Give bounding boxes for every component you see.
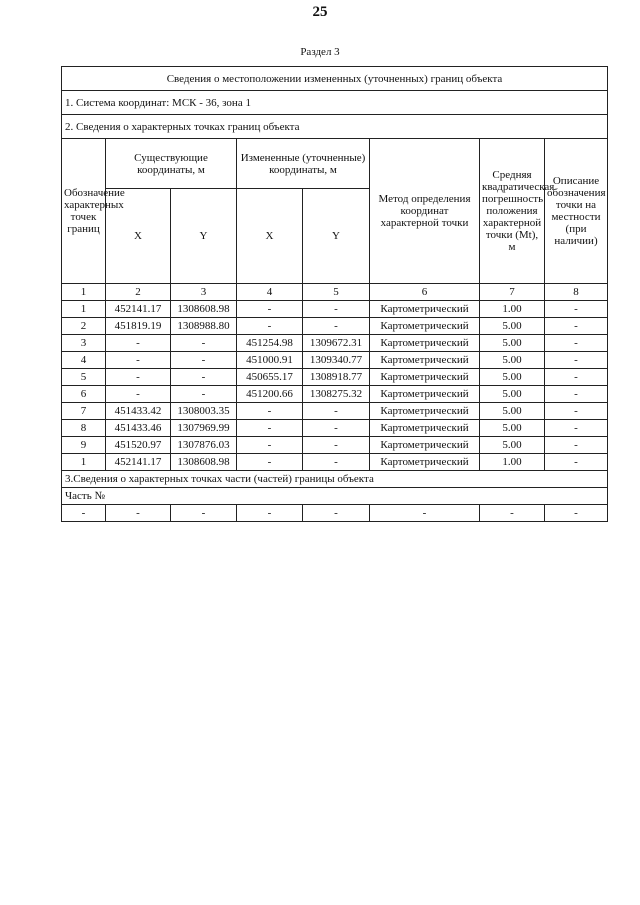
table-row: [62, 386, 608, 403]
cell-changed-x: 451000.91: [237, 352, 303, 369]
cell-changed-y: -: [303, 454, 370, 471]
cell-changed-x: 451200.66: [237, 386, 303, 403]
cell-method: Картометрический: [370, 318, 480, 335]
cell-existing-y: 1308608.98: [171, 454, 237, 471]
header-existing: Существующие координаты, м: [106, 139, 237, 189]
cell-changed-x: 451254.98: [237, 335, 303, 352]
header-point-label: Обозначение характерных точек границ: [62, 139, 106, 284]
cell-changed-y: 1309672.31: [303, 335, 370, 352]
cell-description: -: [545, 454, 608, 471]
cell-existing-x: 451433.42: [106, 403, 171, 420]
cell-error: 5.00: [480, 420, 545, 437]
cell-error: 5.00: [480, 318, 545, 335]
cell-error: 5.00: [480, 352, 545, 369]
cell-changed-y: 1308275.32: [303, 386, 370, 403]
cell-method: Картометрический: [370, 335, 480, 352]
cell-existing-y: 1308988.80: [171, 318, 237, 335]
header-changed: Измененные (уточненные) координаты, м: [237, 139, 370, 189]
cell-changed-x: -: [237, 301, 303, 318]
cell-error: 1.00: [480, 454, 545, 471]
header-changed-y: Y: [303, 189, 370, 284]
cell-changed-x: -: [237, 403, 303, 420]
cell-existing-y: 1307969.99: [171, 420, 237, 437]
table-row: [62, 403, 608, 420]
cell-existing-x: -: [106, 352, 171, 369]
part-cell: -: [303, 505, 370, 522]
cell-description: -: [545, 318, 608, 335]
cell-changed-y: 1309340.77: [303, 352, 370, 369]
cell-existing-x: 452141.17: [106, 301, 171, 318]
cell-existing-y: 1307876.03: [171, 437, 237, 454]
cell-description: -: [545, 335, 608, 352]
header-method: Метод определения координат характерной точки: [370, 139, 480, 284]
cell-existing-x: 452141.17: [106, 454, 171, 471]
column-number: 8: [545, 284, 608, 301]
header-existing-y: Y: [171, 189, 237, 284]
column-number-row: [62, 284, 608, 301]
cell-existing-x: -: [106, 369, 171, 386]
cell-description: -: [545, 403, 608, 420]
header-existing-x: X: [106, 189, 171, 284]
cell-existing-x: -: [106, 335, 171, 352]
cell-description: -: [545, 437, 608, 454]
cell-point-id: 9: [62, 437, 106, 454]
cell-error: 5.00: [480, 403, 545, 420]
cell-changed-x: 450655.17: [237, 369, 303, 386]
cell-point-id: 2: [62, 318, 106, 335]
cell-point-id: 8: [62, 420, 106, 437]
cell-description: -: [545, 420, 608, 437]
cell-existing-y: 1308608.98: [171, 301, 237, 318]
cell-existing-x: -: [106, 386, 171, 403]
column-number: 3: [171, 284, 237, 301]
cell-point-id: 5: [62, 369, 106, 386]
cell-method: Картометрический: [370, 369, 480, 386]
table-row: [62, 335, 608, 352]
table-row: [62, 318, 608, 335]
cell-method: Картометрический: [370, 301, 480, 318]
header-description: Описание обозначения точки на местности (при наличии): [545, 139, 608, 284]
cell-method: Картометрический: [370, 352, 480, 369]
cell-description: -: [545, 301, 608, 318]
column-number: 6: [370, 284, 480, 301]
cell-existing-y: -: [171, 369, 237, 386]
cell-changed-x: -: [237, 454, 303, 471]
cell-method: Картометрический: [370, 386, 480, 403]
cell-method: Картометрический: [370, 437, 480, 454]
table-caption: Сведения о местоположении измененных (уточненных) границ объекта: [62, 67, 608, 91]
boundary-table: [61, 66, 608, 522]
cell-changed-y: -: [303, 420, 370, 437]
part-cell: -: [370, 505, 480, 522]
header-changed-x: X: [237, 189, 303, 284]
cell-changed-x: -: [237, 318, 303, 335]
part-title: 3.Сведения о характерных точках части (частей) границы объекта: [62, 471, 608, 488]
table-row: [62, 301, 608, 318]
table-row: [62, 369, 608, 386]
cell-existing-y: -: [171, 335, 237, 352]
cell-description: -: [545, 386, 608, 403]
part-cell: -: [480, 505, 545, 522]
part-label: Часть №: [62, 488, 608, 505]
part-cell: -: [106, 505, 171, 522]
cell-changed-y: -: [303, 403, 370, 420]
cell-method: Картометрический: [370, 454, 480, 471]
cell-error: 5.00: [480, 437, 545, 454]
table-row: [62, 420, 608, 437]
cell-changed-x: -: [237, 420, 303, 437]
cell-existing-y: -: [171, 352, 237, 369]
column-number: 7: [480, 284, 545, 301]
table-row: [62, 437, 608, 454]
cell-point-id: 7: [62, 403, 106, 420]
cell-error: 5.00: [480, 386, 545, 403]
cell-point-id: 1: [62, 454, 106, 471]
part-cell: -: [62, 505, 106, 522]
column-number: 2: [106, 284, 171, 301]
cell-point-id: 6: [62, 386, 106, 403]
cell-error: 1.00: [480, 301, 545, 318]
cell-existing-x: 451819.19: [106, 318, 171, 335]
cell-changed-y: -: [303, 437, 370, 454]
cell-error: 5.00: [480, 369, 545, 386]
cell-description: -: [545, 369, 608, 386]
header-error: Средняя квадратическая погрешность положения характерной точки (Mt), м: [480, 139, 545, 284]
cell-point-id: 1: [62, 301, 106, 318]
section-title: Раздел 3: [300, 46, 340, 58]
column-number: 1: [62, 284, 106, 301]
part-cell: -: [545, 505, 608, 522]
coord-system: 1. Система координат: МСК - 36, зона 1: [62, 91, 608, 115]
column-number: 4: [237, 284, 303, 301]
cell-changed-x: -: [237, 437, 303, 454]
cell-method: Картометрический: [370, 403, 480, 420]
column-number: 5: [303, 284, 370, 301]
cell-description: -: [545, 352, 608, 369]
cell-existing-x: 451433.46: [106, 420, 171, 437]
table-row: [62, 454, 608, 471]
cell-existing-y: 1308003.35: [171, 403, 237, 420]
part-cell: -: [171, 505, 237, 522]
cell-point-id: 4: [62, 352, 106, 369]
cell-method: Картометрический: [370, 420, 480, 437]
cell-error: 5.00: [480, 335, 545, 352]
cell-changed-y: 1308918.77: [303, 369, 370, 386]
cell-existing-y: -: [171, 386, 237, 403]
part-row: [62, 505, 608, 522]
cell-existing-x: 451520.97: [106, 437, 171, 454]
cell-changed-y: -: [303, 301, 370, 318]
page-number: 25: [312, 4, 328, 20]
points-title: 2. Сведения о характерных точках границ объекта: [62, 115, 608, 139]
part-cell: -: [237, 505, 303, 522]
cell-point-id: 3: [62, 335, 106, 352]
cell-changed-y: -: [303, 318, 370, 335]
table-row: [62, 352, 608, 369]
